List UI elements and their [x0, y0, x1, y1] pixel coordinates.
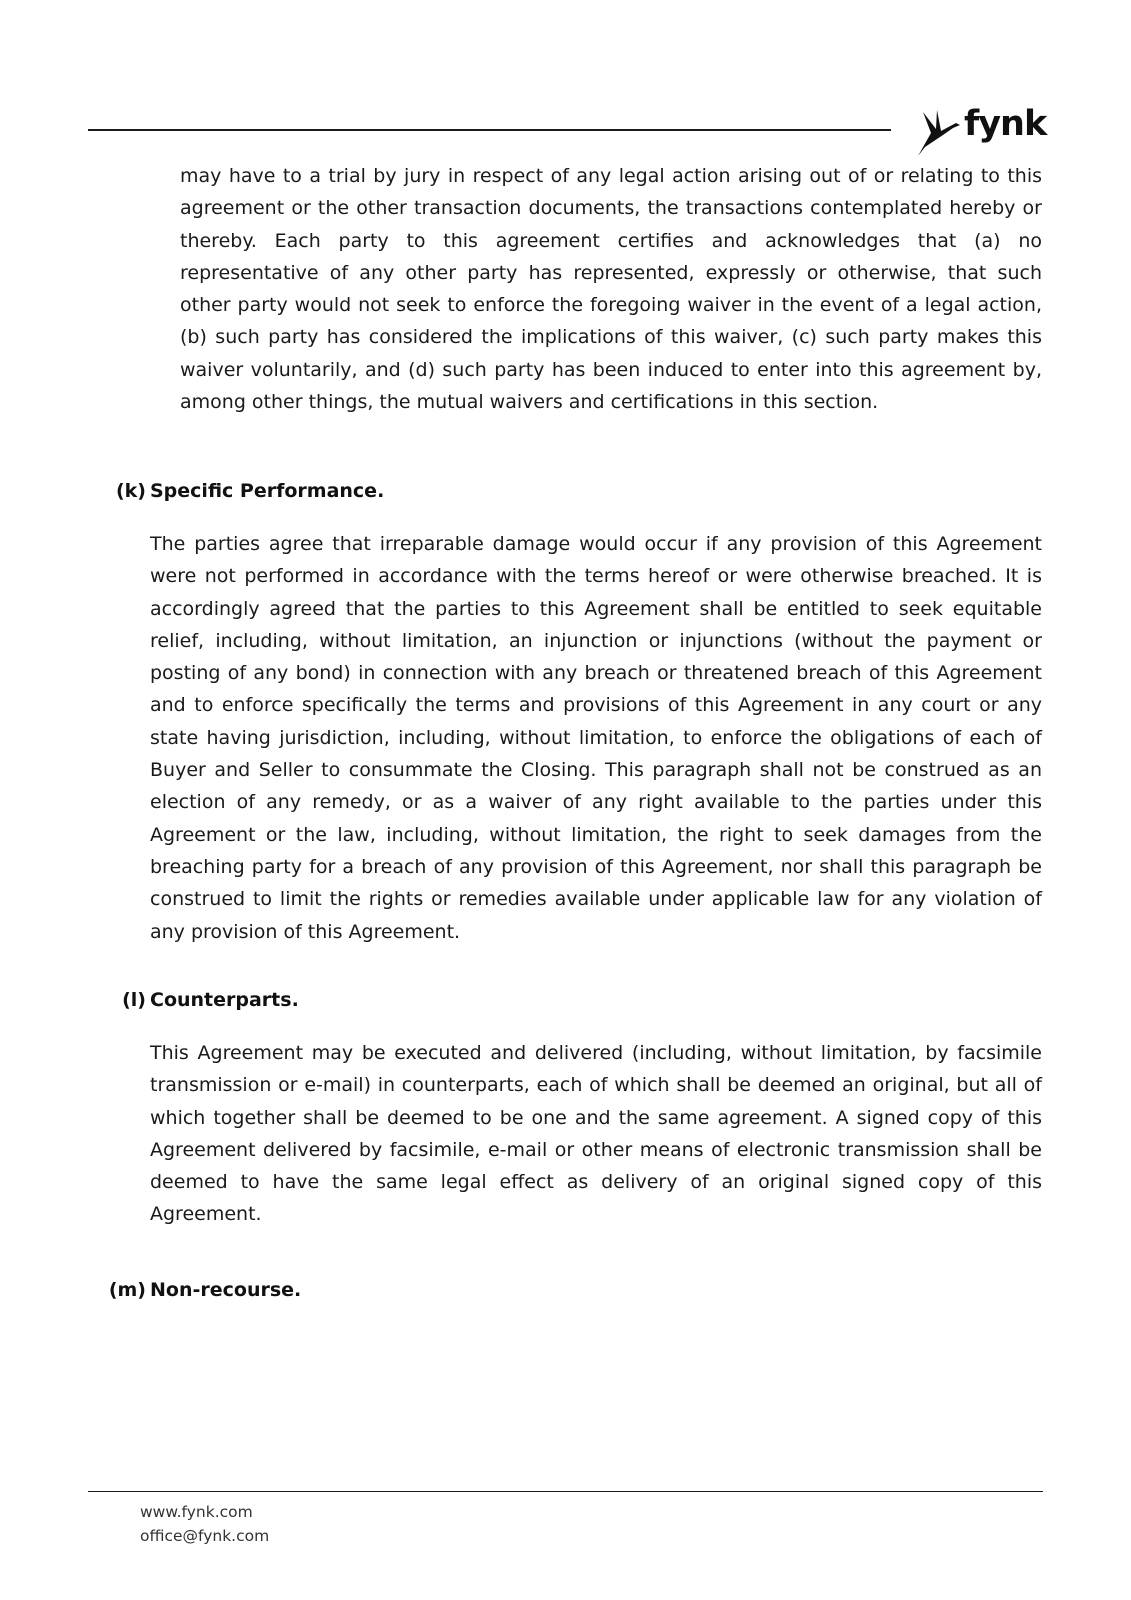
- footer-email-link[interactable]: office@fynk.com: [140, 1527, 270, 1545]
- fynk-logo[interactable]: [916, 104, 1046, 160]
- section-number: (m): [108, 1279, 146, 1301]
- bird-logo-icon: [916, 106, 962, 158]
- section-heading-m: [108, 1279, 302, 1301]
- section-heading-k: [115, 480, 385, 502]
- logo-wordmark: fynk: [964, 104, 1047, 144]
- section-heading-l: [122, 989, 299, 1011]
- section-title: Specific Performance.: [150, 480, 385, 502]
- footer-website-link[interactable]: www.fynk.com: [140, 1503, 253, 1521]
- header-divider: [88, 129, 891, 131]
- section-body-k: The parties agree that irreparable damage would occur if any provision of this Agreement were not performed in accordance with the terms hereof or were otherwise breached. It is accordingly agreed that the parties to this Agreement shall be entitled to seek equitable relief, including, without limitation, an injunction or injunctions (without the payment or posting of any bond) in connection with any breach or threatened breach of this Agreement and to enforce specifically the terms and provisions of this Agreement in any court or any state having jurisdiction, including, without limitation, to enforce the obligations of each of Buyer and Seller to consummate the Closing. This paragraph shall not be construed as an election of any remedy, or as a waiver of any right available to the parties under this Agreement or the law, including, without limitation, the right to seek damages from the breaching party for a breach of any provision of this Agreement, nor shall this paragraph be construed to limit the rights or remedies available under applicable law for any violation of any provision of this Agreement.: [150, 533, 1042, 943]
- section-number: (l): [122, 989, 146, 1011]
- section-body-l: This Agreement may be executed and delivered (including, without limitation, by facsimile transmission or e-mail) in counterparts, each of which shall be deemed an original, but all of which together shall be deemed to be one and the same agreement. A signed copy of this Agreement delivered by facsimile, e-mail or other means of electronic transmission shall be deemed to have the same legal effect as delivery of an original signed copy of this Agreement.: [150, 1042, 1042, 1226]
- section-title: Counterparts.: [150, 989, 299, 1011]
- section-number: (k): [115, 480, 146, 502]
- intro-paragraph: may have to a trial by jury in respect of any legal action arising out of or relating to this agreement or the other transaction documents, the transactions contemplated hereby or thereby. Each party to this agreement certifies and acknowledges that (a) no representative of any other party has represented, expressly or otherwise, that such other party would not seek to enforce the foregoing waiver in the event of a legal action, (b) such party has considered the implications of this waiver, (c) such party makes this waiver voluntarily, and (d) such party has been induced to enter into this agreement by, among other things, the mutual waivers and certifications in this section.: [180, 165, 1042, 414]
- footer-divider: [88, 1491, 1043, 1492]
- section-title: Non-recourse.: [150, 1279, 302, 1301]
